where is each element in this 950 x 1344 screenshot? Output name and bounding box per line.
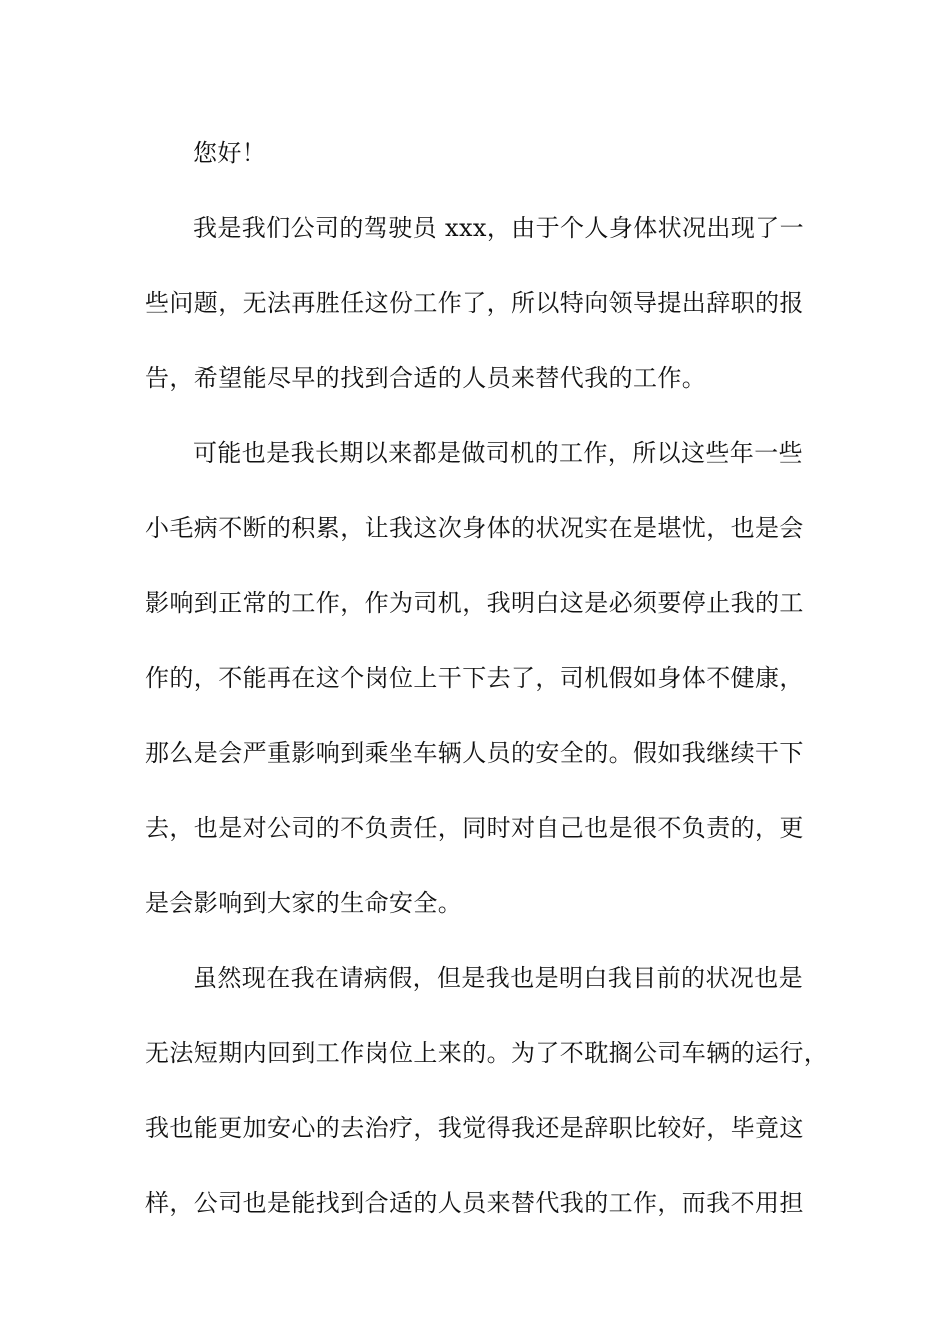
text-line: 是会影响到大家的生命安全。	[145, 889, 463, 917]
text-line: 我也能更加安心的去治疗，我觉得我还是辞职比较好，毕竟这	[145, 1114, 804, 1142]
text-line: 我是我们公司的驾驶员 xxx，由于个人身体状况出现了一	[193, 214, 805, 242]
text-line: 可能也是我长期以来都是做司机的工作，所以这些年一些	[193, 439, 803, 467]
text-line: 无法短期内回到工作岗位上来的。为了不耽搁公司车辆的运行，	[145, 1039, 829, 1067]
text-line: 些问题，无法再胜任这份工作了，所以特向领导提出辞职的报	[145, 289, 804, 317]
text-line: 告，希望能尽早的找到合适的人员来替代我的工作。	[145, 364, 707, 392]
text-line: 影响到正常的工作，作为司机，我明白这是必须要停止我的工	[145, 589, 804, 617]
text-line: 虽然现在我在请病假，但是我也是明白我目前的状况也是	[193, 964, 803, 992]
text-line: 那么是会严重影响到乘坐车辆人员的安全的。假如我继续干下	[145, 739, 804, 767]
text-line: 作的，不能再在这个岗位上干下去了，司机假如身体不健康，	[145, 664, 804, 692]
salutation: 您好！	[193, 139, 267, 167]
text-line: 样，公司也是能找到合适的人员来替代我的工作，而我不用担	[145, 1189, 804, 1217]
text-line: 小毛病不断的积累，让我这次身体的状况实在是堪忧，也是会	[145, 514, 804, 542]
text-line: 去，也是对公司的不负责任，同时对自己也是很不负责的，更	[145, 814, 804, 842]
